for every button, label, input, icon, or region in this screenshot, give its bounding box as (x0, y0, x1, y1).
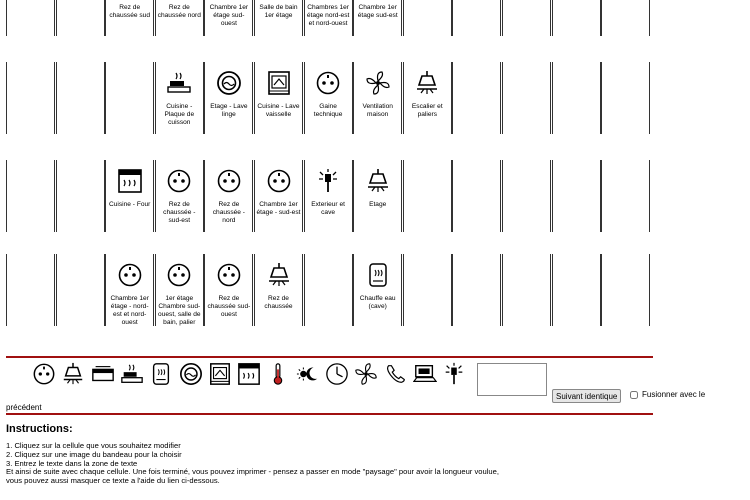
day-night-icon[interactable] (296, 362, 320, 386)
fan-icon[interactable] (354, 362, 378, 386)
breaker-cell[interactable] (254, 254, 303, 326)
oven-icon[interactable] (237, 362, 261, 386)
breaker-cell[interactable] (105, 160, 154, 232)
breaker-cell[interactable] (254, 0, 303, 36)
breaker-cell-label: Etage (369, 201, 387, 208)
breaker-cell[interactable] (353, 0, 402, 36)
cooktop-icon[interactable] (120, 362, 144, 386)
ceiling-lamp-icon[interactable] (61, 362, 85, 386)
socket-icon[interactable] (32, 362, 56, 386)
breaker-cell-label: Chambre 1er étage sud-ouest (209, 4, 249, 27)
breaker-cell[interactable] (353, 254, 402, 326)
breaker-cell[interactable] (155, 62, 204, 134)
oven-icon (117, 168, 143, 194)
socket-icon (166, 262, 192, 288)
breaker-cell[interactable] (204, 62, 253, 134)
breaker-cell[interactable] (601, 0, 650, 36)
breaker-cell-label: Chambres 1er étage nord-est et nord-ouest (306, 4, 350, 27)
breaker-cell[interactable] (155, 0, 204, 36)
cooktop-icon (166, 70, 192, 96)
radiator-icon[interactable] (91, 362, 115, 386)
breaker-cell[interactable] (304, 160, 353, 232)
breaker-cell[interactable] (452, 160, 501, 232)
instruction-line: Et ainsi de suite avec chaque cellule. Une fois terminé, vous pouvez imprimer - pensez a passer en mode "paysage" pour avoir la longueur voulue, (6, 467, 499, 477)
breaker-cell-label: Rez de chaussée (264, 295, 293, 310)
breaker-cell[interactable] (6, 160, 55, 232)
socket-icon (266, 168, 292, 194)
breaker-cell[interactable] (56, 0, 105, 36)
breaker-cell-label: Chauffe eau (cave) (359, 295, 396, 310)
socket-icon (166, 168, 192, 194)
toolbar-bottom-border (6, 413, 653, 415)
breaker-cell[interactable] (452, 254, 501, 326)
socket-icon (315, 70, 341, 96)
instructions-text (6, 442, 499, 486)
socket-icon (216, 262, 242, 288)
breaker-cell[interactable] (56, 62, 105, 134)
next-identical-button[interactable]: Suivant identique (552, 389, 621, 403)
toolbar-top-border (6, 356, 653, 358)
breaker-cell-label: Etage - Lave linge (210, 103, 248, 118)
breaker-cell[interactable] (601, 160, 650, 232)
fan-icon (365, 70, 391, 96)
breaker-cell-label: Chambre 1er étage sud-est (357, 4, 398, 19)
breaker-cell-label: Escalier et paliers (411, 103, 443, 118)
thermometer-icon[interactable] (266, 362, 290, 386)
breaker-cell[interactable] (155, 160, 204, 232)
merge-previous-checkbox[interactable] (630, 391, 638, 399)
breaker-row (6, 62, 657, 160)
breaker-cell-label: Rez de chaussée nord (157, 4, 201, 19)
breaker-cell[interactable] (353, 62, 402, 134)
breaker-cell[interactable] (6, 62, 55, 134)
instruction-line: 2. Cliquez sur une image du bandeau pour la choisir (6, 449, 182, 459)
breaker-cell[interactable] (502, 254, 551, 326)
phone-icon[interactable] (384, 362, 408, 386)
cell-text-input[interactable] (477, 363, 547, 396)
breaker-cell[interactable] (6, 0, 55, 36)
breaker-cell[interactable] (254, 160, 303, 232)
breaker-cell[interactable] (105, 0, 154, 36)
breaker-cell-label: Chambre 1er étage - nord-est et nord-ouest (110, 295, 149, 326)
water-heater-icon[interactable] (149, 362, 173, 386)
outdoor-light-icon[interactable] (442, 362, 466, 386)
breaker-cell[interactable] (403, 0, 452, 36)
clock-icon[interactable] (325, 362, 349, 386)
breaker-cell[interactable] (204, 254, 253, 326)
breaker-cell[interactable] (204, 160, 253, 232)
breaker-cell-label: Cuisine - Lave vaisselle (257, 103, 300, 118)
breaker-cell[interactable] (502, 62, 551, 134)
breaker-cell[interactable] (304, 254, 353, 326)
breaker-cell[interactable] (552, 254, 601, 326)
breaker-cell[interactable] (601, 62, 650, 134)
breaker-cell[interactable] (6, 254, 55, 326)
ceiling-lamp-icon (365, 168, 391, 194)
water-heater-icon (365, 262, 391, 288)
breaker-cell[interactable] (56, 160, 105, 232)
computer-icon[interactable] (413, 362, 437, 386)
merge-previous-label: Fusionner avec le (642, 390, 706, 399)
breaker-cell[interactable] (403, 254, 452, 326)
breaker-cell-label: Rez de chaussée - sud-est (163, 201, 196, 224)
breaker-cell[interactable] (502, 160, 551, 232)
breaker-cell[interactable] (403, 62, 452, 134)
breaker-cell[interactable] (304, 62, 353, 134)
breaker-cell-label: Rez de chaussée sud (109, 4, 151, 19)
washing-machine-icon[interactable] (179, 362, 203, 386)
breaker-cell[interactable] (552, 0, 601, 36)
instruction-line: vous pouvez aussi masquer ce texte a l'aide du lien ci-dessous. (6, 476, 220, 486)
ceiling-lamp-icon (414, 70, 440, 96)
breaker-cell-label: Rez de chaussée - nord (212, 201, 246, 224)
breaker-cell[interactable] (452, 62, 501, 134)
breaker-cell[interactable] (502, 0, 551, 36)
breaker-cell[interactable] (353, 160, 402, 232)
breaker-cell-label: Rez de chaussée sud-ouest (207, 295, 251, 318)
outdoor-light-icon (315, 168, 341, 194)
breaker-cell[interactable] (105, 254, 154, 326)
breaker-cell[interactable] (552, 62, 601, 134)
breaker-cell[interactable] (254, 62, 303, 134)
breaker-cell[interactable] (304, 0, 353, 36)
dishwasher-icon[interactable] (208, 362, 232, 386)
breaker-cell-label: Chambre 1er étage - sud-est (256, 201, 301, 216)
breaker-cell-label: Cuisine - Plaque de cuisson (164, 103, 195, 126)
socket-icon (117, 262, 143, 288)
merge-previous-label-continued: précédent (6, 403, 42, 412)
breaker-cell[interactable] (601, 254, 650, 326)
ceiling-lamp-icon (266, 262, 292, 288)
breaker-cell[interactable] (155, 254, 204, 326)
dishwasher-icon (266, 70, 292, 96)
breaker-cell-label: Cuisine - Four (108, 201, 151, 208)
breaker-cell-label: Ventilation maison (362, 103, 393, 118)
breaker-cell-label: Salle de bain 1er étage (259, 4, 298, 19)
breaker-row (6, 254, 657, 352)
breaker-cell[interactable] (552, 160, 601, 232)
breaker-cell[interactable] (56, 254, 105, 326)
breaker-cell[interactable] (204, 0, 253, 36)
breaker-cell-label: 1er étage Chambre sud-ouest, salle de bain, palier (158, 295, 201, 326)
breaker-cell-label: Gaine technique (313, 103, 343, 118)
instruction-line: 3. Entrez le texte dans la zone de texte (6, 458, 138, 468)
breaker-cell-label: Exterieur et cave (311, 201, 345, 216)
breaker-cell[interactable] (105, 62, 154, 134)
breaker-cell[interactable] (403, 160, 452, 232)
instructions-title: Instructions: (6, 423, 73, 435)
breaker-cell[interactable] (452, 0, 501, 36)
breaker-row (6, 160, 657, 258)
washing-machine-icon (216, 70, 242, 96)
socket-icon (216, 168, 242, 194)
instruction-line: 1. Cliquez sur la cellule que vous souhaitez modifier (6, 441, 181, 450)
breaker-row (6, 0, 657, 36)
